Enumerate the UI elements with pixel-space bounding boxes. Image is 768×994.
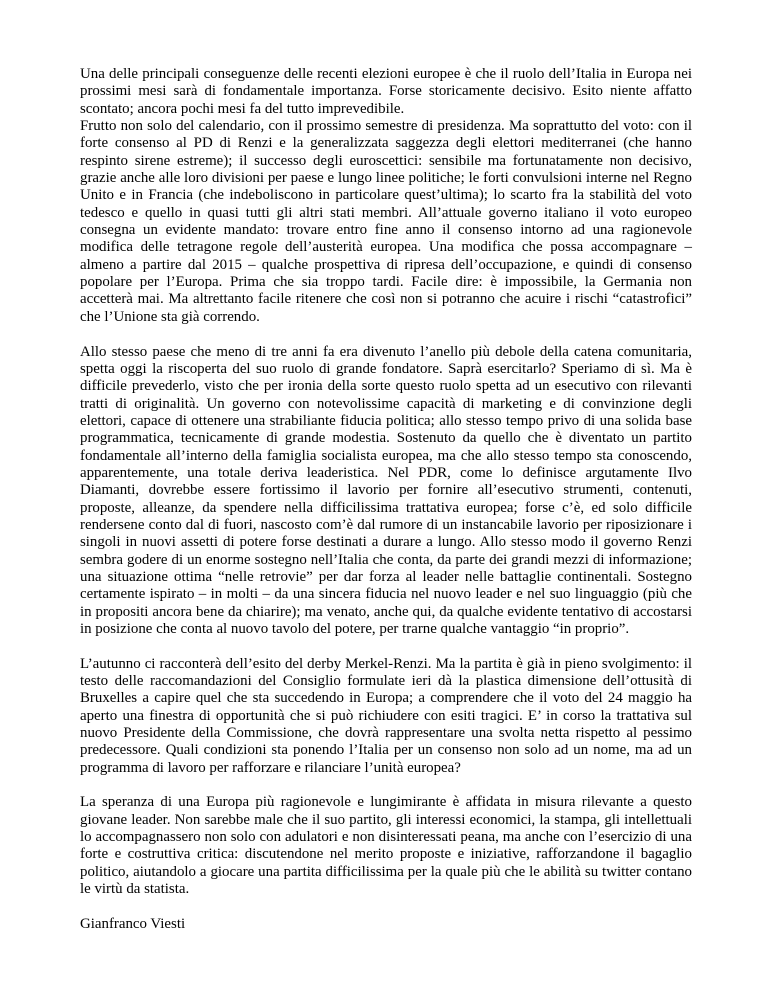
paragraph-vote-analysis: Frutto non solo del calendario, con il prossimo semestre di presidenza. Ma soprattutto del voto: con il forte consenso al PD di Renzi e la generalizzata saggezza degli elettori mediterranei (che hanno respinto sirene estreme); il successo degli euroscettici: sensibile ma fortunatamente non decisivo, grazie anche alle loro divisioni per paese e lungo linee politiche; le forti convulsioni interne nel Regno Unito e in Francia (che indeboliscono in particolare quest’ultima); lo scarto fra la stabilità del voto tedesco e quello in quasi tutti gli altri stati membri. All’attuale governo italiano il voto europeo consegna un evidente mandato: trovare entro fine anno il consenso intorno ad una ragionevole modifica delle tetragone regole dell’austerità europea. Una modifica che possa accompagnare – almeno a partire dal 2015 – qualche prospettiva di ripresa dell’occupazione, e quindi di consenso popolare per l’Europa. Prima che sia troppo tardi. Facile dire: è impossibile, la Germania non accetterà mai. Ma altrettanto facile ritenere che così non si potranno che acuire i rischi “catastrofici” che l’Unione sta già correndo. bbox=[80, 118, 692, 325]
author-signature: Gianfranco Viesti bbox=[80, 915, 186, 932]
article-page bbox=[80, 66, 692, 951]
paragraph-italy-role: Allo stesso paese che meno di tre anni fa era divenuto l’anello più debole della catena comunitaria, spetta oggi la riscoperta del suo ruolo di grande fondatore. Saprà esercitarlo? Speriamo di sì. Ma è difficile prevederlo, visto che per ironia della sorte questo ruolo spetta ad un esecutivo con rilevanti tratti di originalità. Un governo con notevolissime capacità di marketing e di convinzione degli elettori, capace di ottenere una strabiliante fiducia politica; allo stesso tempo privo di una solida base programmatica, tecnicamente di grande modestia. Sostenuto da quello che è diventato un partito fondamentale all’interno della famiglia socialista europea, ma che allo stesso tempo sta conoscendo, apparentemente, una totale deriva leaderistica. Nel PDR, come lo definisce argutamente Ilvo Diamanti, dovrebbe essere fortissimo il lavorio per fornire all’esecutivo strumenti, contenuti, proposte, alleanze, da spendere nella difficilissima trattativa europea; forse c’è, ed solo difficile rendersene conto dal di fuori, nascosto com’è dal rumore di un instancabile lavorio per riposizionare i singoli in nuovi assetti di potere forse destinati a durare a lungo. Allo stesso modo il governo Renzi sembra godere di un enorme sostegno nell’Italia che conta, da parte dei grandi mezzi di informazione; una situazione ottima “nelle retrovie” per dar forza al leader nelle battaglie continentali. Sostegno certamente ispirato – in molti – da una sincera fiducia nel nuovo leader e nel suo linguaggio (più che in propositi ancora bene da chiarire); ma venato, anche qui, da qualche evidente tentativo di accostarsi in posizione che conta al nuovo tavolo del potere, per trarne qualche vantaggio “in proprio”. bbox=[80, 343, 692, 637]
paragraph-conclusion: La speranza di una Europa più ragionevole e lungimirante è affidata in misura rilevante a questo giovane leader. Non sarebbe male che il suo partito, gli interessi economici, la stampa, gli intellettuali lo accompagnassero non solo con adulatori e non disinteressati peana, ma anche con l’esercizio di una forte e costruttiva critica: discutendone nel merito proposte e iniziative, rafforzandone il bagaglio politico, aiutandolo a giocare una partita difficilissima per la quale più che le abilità su twitter contano le virtù da statista. bbox=[80, 794, 692, 898]
paragraph-merkel-renzi: L’autunno ci racconterà dell’esito del derby Merkel-Renzi. Ma la partita è già in pieno svolgimento: il testo delle raccomandazioni del Consiglio formulate ieri dà la plastica dimensione dell’ottusità di Bruxelles a capire quel che sta succedendo in Europa; a comprendere che il voto del 24 maggio ha aperto una finestra di opportunità che si può richiudere con esiti tragici. E’ in corso la trattativa sul nuovo Presidente della Commissione, che dovrà rappresentare una svolta netta rispetto al pessimo predecessore. Quali condizioni sta ponendo l’Italia per un consenso non solo ad un nome, ma ad un programma di lavoro per rafforzare e rilanciare l’unità europea? bbox=[80, 655, 692, 776]
paragraph-intro: Una delle principali conseguenze delle recenti elezioni europee è che il ruolo dell’Italia in Europa nei prossimi mesi sarà di fondamentale importanza. Forse storicamente decisivo. Esito niente affatto scontato; ancora pochi mesi fa del tutto imprevedibile. bbox=[80, 66, 692, 117]
